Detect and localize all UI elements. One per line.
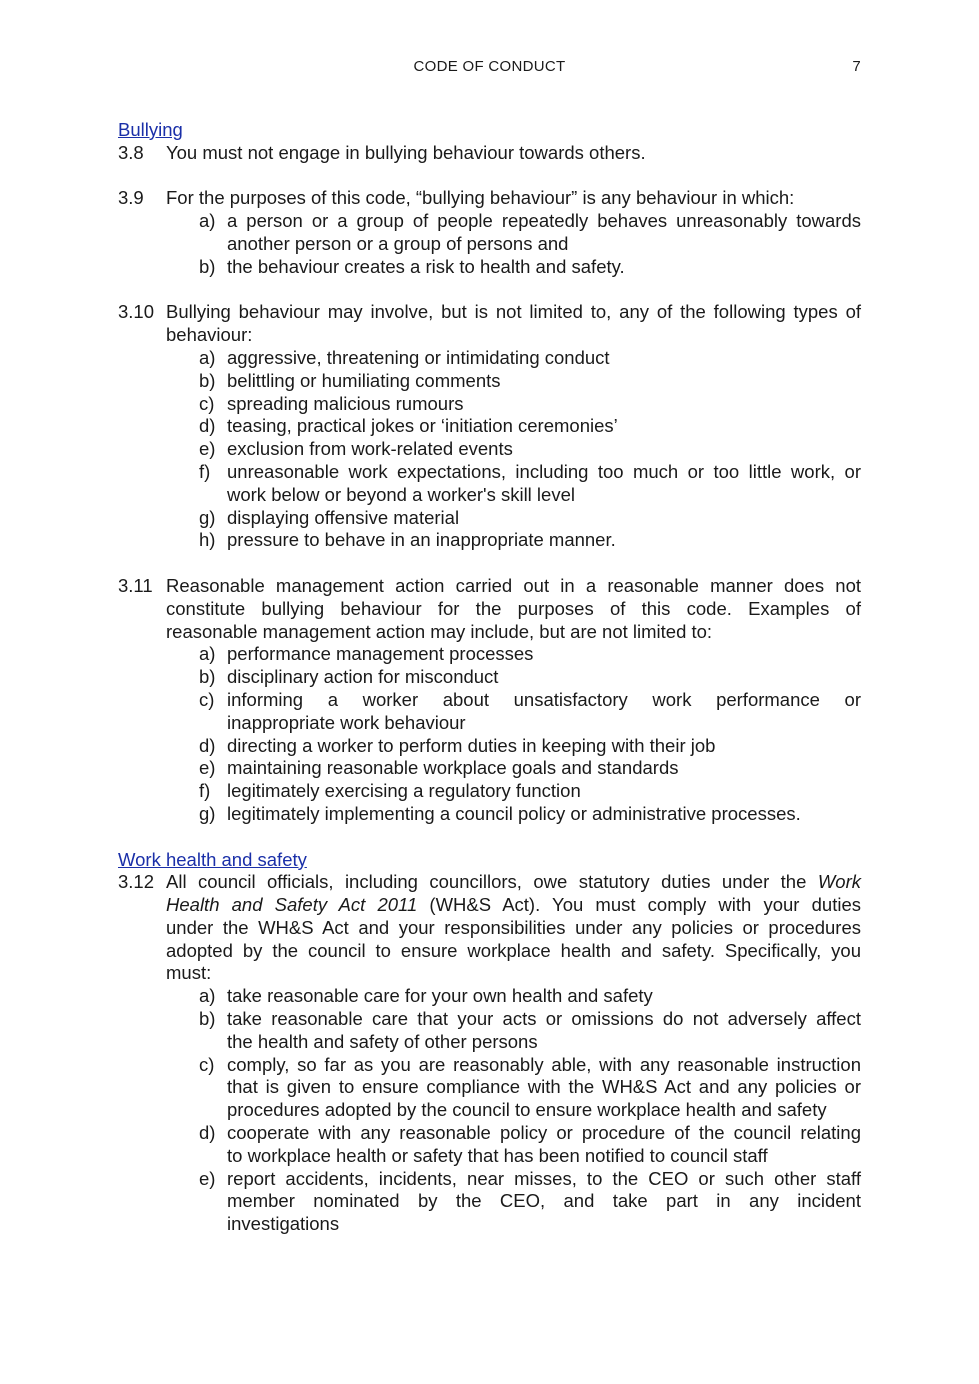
list-item (166, 370, 861, 393)
list-item (166, 415, 861, 438)
item-label: b) (199, 666, 216, 688)
list-item (166, 347, 861, 370)
item-text: aggressive, threatening or intimidating conduct (227, 346, 610, 368)
item-text: take reasonable care that your acts or omissions do not adversely affect (227, 1008, 861, 1030)
list-item (166, 689, 861, 735)
clause-3-11-list (166, 643, 861, 825)
document-title: CODE OF CONDUCT (413, 58, 566, 75)
item-label: d) (199, 734, 216, 756)
page-header (0, 58, 979, 80)
clause-number: 3.8 (118, 141, 144, 163)
clause-3-10-list (166, 347, 861, 552)
item-label: b) (199, 255, 216, 277)
clause-3-8 (118, 142, 861, 165)
item-label: g) (199, 802, 216, 824)
clause-text: adopted by the council to ensure workplace health and safety. Specifically, you (166, 939, 861, 961)
list-item (166, 393, 861, 416)
item-text: belittling or humiliating comments (227, 369, 501, 391)
item-text: disciplinary action for misconduct (227, 666, 499, 688)
item-text: unreasonable work expectations, including too much or too little work, or (227, 460, 861, 482)
clause-text: All council officials, including councillors, owe statutory duties under the (166, 871, 807, 893)
item-label: c) (199, 688, 215, 710)
clause-number: 3.11 (118, 574, 153, 596)
item-label: d) (199, 415, 216, 437)
clause-text: Bullying behaviour may involve, but is not limited to, any of the following types of (166, 301, 861, 323)
item-label: e) (199, 438, 216, 460)
item-text: maintaining reasonable workplace goals and standards (227, 757, 679, 779)
item-label: b) (199, 1008, 216, 1030)
list-item (166, 210, 861, 256)
item-label: a) (199, 985, 216, 1007)
clause-3-9-list (166, 210, 861, 278)
item-text: teasing, practical jokes or ‘initiation ceremonies’ (227, 415, 618, 437)
clause-number: 3.9 (118, 187, 144, 209)
item-text: displaying offensive material (227, 506, 460, 528)
work-health-safety-heading-link[interactable]: Work health and safety (118, 848, 307, 870)
clause-text-line (166, 894, 861, 917)
list-item (166, 1122, 861, 1168)
item-text: cooperate with any reasonable policy or procedure of the council relating (227, 1122, 861, 1144)
item-label: e) (199, 757, 216, 779)
list-item (166, 1168, 861, 1236)
item-text: another person or a group of persons and (227, 232, 569, 254)
list-item (166, 438, 861, 461)
item-text: that is given to ensure compliance with the WH&S Act and any policies or (227, 1076, 861, 1098)
clause-text: (WH&S Act). You must comply with your duties (429, 894, 861, 916)
clause-text: Reasonable management action carried out in a reasonable manner does not (166, 574, 861, 596)
bullying-heading-link[interactable]: Bullying (118, 119, 183, 140)
item-text: spreading malicious rumours (227, 392, 464, 414)
item-text: the health and safety of other persons (227, 1030, 538, 1052)
act-title-italic: Work (817, 871, 861, 893)
item-text: inappropriate work behaviour (227, 711, 466, 733)
item-text: exclusion from work-related events (227, 438, 513, 460)
item-text: the behaviour creates a risk to health and safety. (227, 255, 625, 277)
item-text: work below or beyond a worker's skill level (227, 483, 575, 505)
item-text: informing a worker about unsatisfactory work performance or (227, 688, 861, 710)
clause-3-12 (118, 871, 861, 1236)
item-label: e) (199, 1167, 216, 1189)
item-label: b) (199, 369, 216, 391)
item-text: legitimately exercising a regulatory function (227, 780, 581, 802)
list-item (166, 461, 861, 507)
item-text: investigations (227, 1213, 340, 1235)
item-text: pressure to behave in an inappropriate manner. (227, 529, 616, 551)
act-title-italic: Health and Safety Act 2011 (166, 894, 418, 916)
clause-text: under the WH&S Act and your responsibilities under any policies or procedures (166, 916, 861, 938)
item-text: a person or a group of people repeatedly behaves unreasonably towards (227, 210, 861, 232)
list-item (166, 256, 861, 279)
list-item (166, 1008, 861, 1054)
item-text: to workplace health or safety that has been notified to council staff (227, 1144, 768, 1166)
item-label: f) (199, 780, 211, 802)
item-text: comply, so far as you are reasonably able, with any reasonable instruction (227, 1053, 861, 1075)
clause-text: constitute bullying behaviour for the purposes of this code. Examples of (166, 597, 861, 619)
clause-3-12-list (166, 985, 861, 1236)
item-label: h) (199, 529, 216, 551)
page-number: 7 (852, 58, 861, 75)
clause-text: You must not engage in bullying behaviour towards others. (166, 141, 646, 163)
list-item (166, 507, 861, 530)
item-label: a) (199, 643, 216, 665)
list-item (166, 529, 861, 552)
clause-number: 3.10 (118, 301, 155, 323)
item-label: f) (199, 460, 211, 482)
list-item (166, 757, 861, 780)
clause-3-9 (118, 187, 861, 278)
clause-text: reasonable management action may include, but are not limited to: (166, 620, 713, 642)
item-label: g) (199, 506, 216, 528)
item-label: a) (199, 210, 216, 232)
list-item (166, 985, 861, 1008)
list-item (166, 803, 861, 826)
item-text: directing a worker to perform duties in keeping with their job (227, 734, 716, 756)
clause-3-10 (118, 301, 861, 552)
item-text: take reasonable care for your own health and safety (227, 985, 653, 1007)
clause-text: For the purposes of this code, “bullying behaviour” is any behaviour in which: (166, 187, 795, 209)
list-item (166, 666, 861, 689)
list-item (166, 1054, 861, 1122)
clause-3-11 (118, 575, 861, 826)
item-label: d) (199, 1122, 216, 1144)
list-item (166, 780, 861, 803)
item-label: c) (199, 1053, 215, 1075)
clause-text-line (166, 871, 861, 894)
clause-text: behaviour: (166, 324, 253, 346)
item-text: report accidents, incidents, near misses, to the CEO or such other staff (227, 1167, 861, 1189)
item-text: procedures adopted by the council to ensure workplace health and safety (227, 1099, 827, 1121)
list-item (166, 735, 861, 758)
item-text: member nominated by the CEO, and take part in any incident (227, 1190, 861, 1212)
clause-text: must: (166, 962, 212, 984)
item-label: c) (199, 392, 215, 414)
clause-number: 3.12 (118, 871, 155, 893)
item-text: legitimately implementing a council policy or administrative processes. (227, 802, 801, 824)
item-text: performance management processes (227, 643, 534, 665)
page-content (118, 119, 861, 1236)
list-item (166, 643, 861, 666)
item-label: a) (199, 346, 216, 368)
